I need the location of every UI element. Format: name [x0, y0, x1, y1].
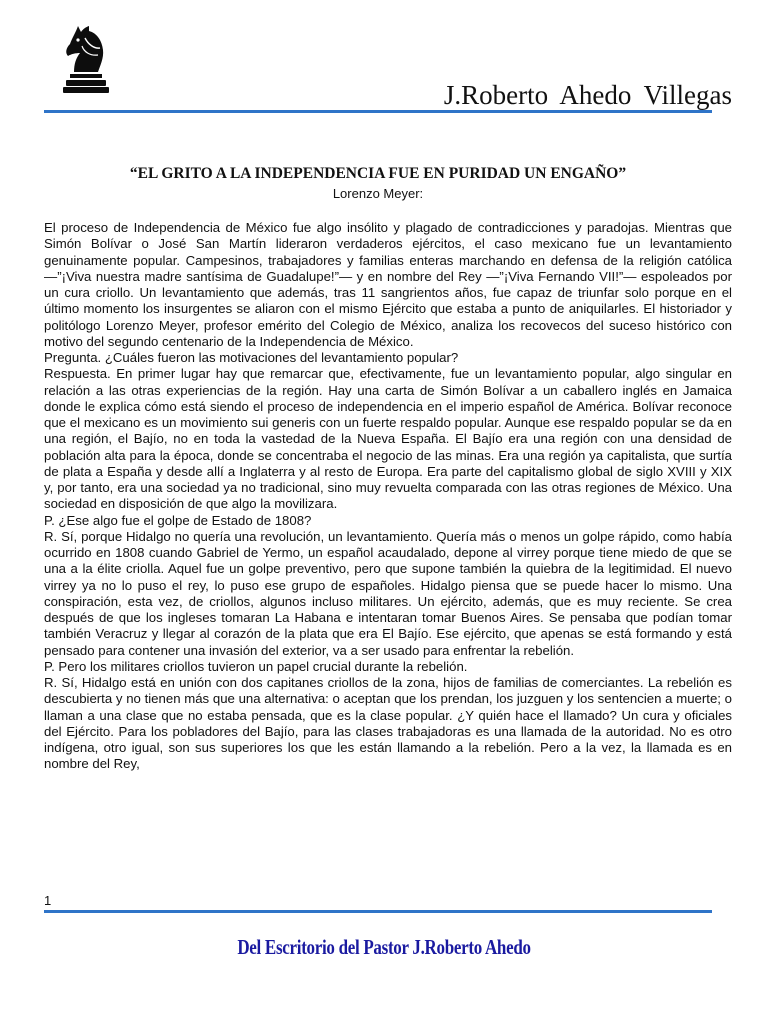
paragraph: R. Sí, porque Hidalgo no quería una revolución, un levantamiento. Quería más o menos un golpe rápido, como había ocurrido en 1808 cuando Gabriel de Yermo, un español acaudalado, depone al virrey porque tiene miedo de que se una a la élite criolla. Aquel fue un golpe preventivo, pero que supone también la quiebra de la legitimidad. El nuevo virrey ya no lo puso el rey, lo puso ese grupo de españoles. Hidalgo piensa que se puede hacer lo mismo. Una conspiración, esta vez, de criollos, algunos incluso militares. Un ejército, además, que es muy reciente. Se crea después de que los ingleses tomaran La Habana e intentaran tomar Buenos Aires. Se pensaba que podían tomar también Veracruz y llegar al corazón de la plata que era El Bajío. Ese ejército, que apenas se está formando y está pensado para contener una invasión del exterior, va a ser usado para enfrentar la rebelión.: [44, 528, 732, 658]
author-name: J.Roberto Ahedo Villegas: [443, 80, 732, 110]
paragraph: Respuesta. En primer lugar hay que remarcar que, efectivamente, fue un levantamiento popular, algo singular en relación a las otras experiencias de la región. Hay una carta de Simón Bolívar a un caballero inglés en Jamaica donde le explica cómo está siendo el proceso de independencia en el imperio español de América. Bolívar reconoce que el mexicano es un movimiento sui generis con un fuerte respaldo popular. Aunque ese respaldo popular se da en una región, el Bajío, no en toda la vastedad de la Nueva España. El Bajío era una región con una densidad de población alta para la época, donde se concentraba el negocio de las minas. Era una región ya capitalista, que surtía de plata a España y desde allí a Inglaterra y al resto de Europa. Era parte del capitalismo global de siglo XVIII y XIX y, por tanto, era una sociedad ya no tradicional, sino muy revuelta comparada con las otras regiones de México. Una sociedad en disposición de que algo la movilizara.: [44, 366, 732, 512]
chess-knight-icon: [60, 20, 112, 94]
article-title: “EL GRITO A LA INDEPENDENCIA FUE EN PURIDAD UN ENGAÑO”: [129, 165, 627, 182]
article-subtitle: Lorenzo Meyer:: [332, 186, 424, 201]
paragraph: P. Pero los militares criollos tuvieron un papel crucial durante la rebelión.: [44, 658, 468, 674]
footer-signature: Del Escritorio del Pastor J.Roberto Ahedo: [237, 935, 531, 959]
footer-rule: [44, 910, 712, 913]
article-body: [44, 220, 732, 884]
paragraph: Pregunta. ¿Cuáles fueron las motivaciones del levantamiento popular?: [44, 350, 459, 365]
header-rule: [44, 110, 712, 113]
paragraph: El proceso de Independencia de México fue algo insólito y plagado de contradicciones y paradojas. Mientras que Simón Bolívar o José San Martín lideraron verdaderos ejércitos, el caso mexicano fue un levantamiento genuinamente popular. Campesinos, trabajadores y familias enteras marchando en defensa de la religión católica —”¡Viva nuestra madre santísima de Guadalupe!”— y en nombre del Rey —”¡Viva Fernando VII!”— espoleados por un cura criollo. Un levantamiento que además, tras 11 sangrientos años, fue capaz de triunfar solo porque en el último momento los insurgentes se aliaron con el mismo Ejército que estaba a punto de aniquilarles. El historiador y politólogo Lorenzo Meyer, profesor emérito del Colegio de México, analiza los recovecos del suceso histórico con motivo del segundo centenario de la Independencia de México.: [44, 220, 732, 349]
page-number: 1: [44, 893, 52, 908]
paragraph: P. ¿Ese algo fue el golpe de Estado de 1808?: [44, 512, 312, 528]
paragraph: R. Sí, Hidalgo está en unión con dos capitanes criollos de la zona, hijos de familias de comerciantes. La rebelión es descubierta y no tienen más que una alternativa: o aceptan que los prendan, los juzguen y los sentencien a muerte; o llaman a una clase que no estaba pensada, que es la clase popular. ¿Y quién hace el llamado? Un cura y oficiales del Ejército. Para los pobladores del Bajío, para las clases trabajadoras es una llamada de la autoridad. No es otro indígena, otro igual, son sus superiores los que les están llamando a la rebelión. Pero a la vez, la llamada es en nombre del Rey,: [44, 675, 732, 772]
